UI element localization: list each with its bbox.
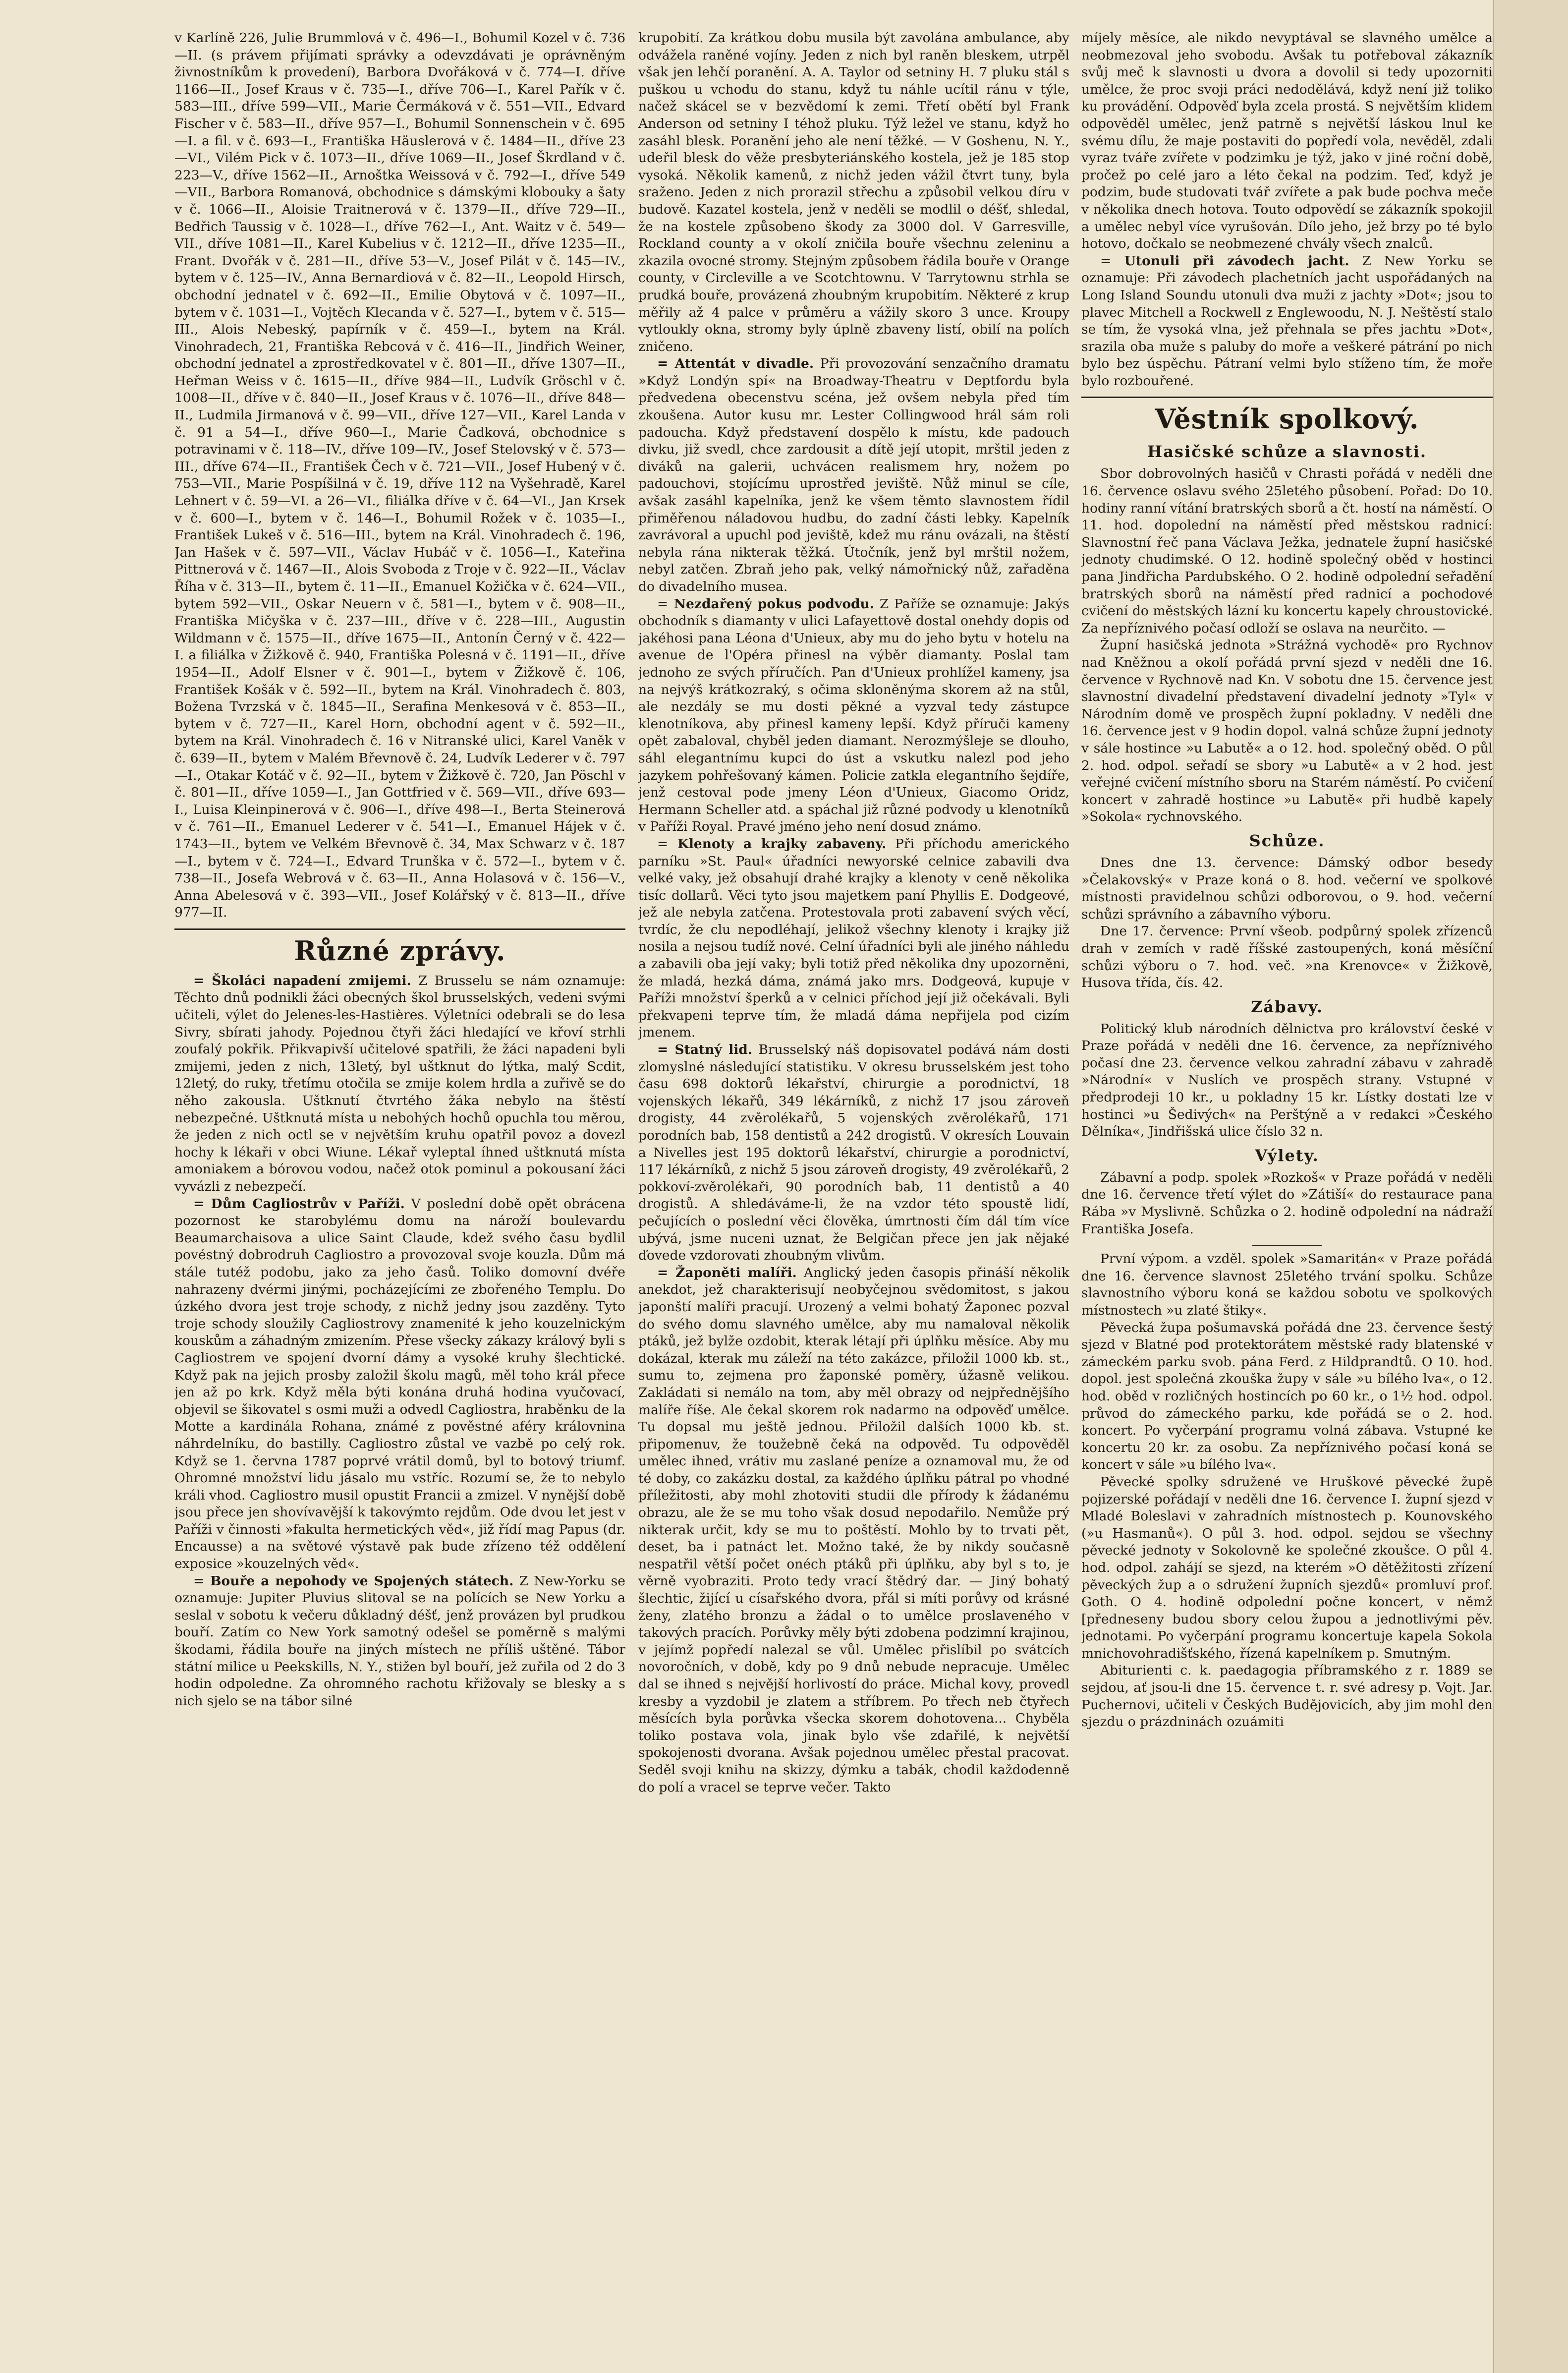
article xyxy=(174,1573,625,1710)
article-headline: = Klenoty a krajky zabaveny. xyxy=(657,836,887,852)
subsection-title: Schůze. xyxy=(1249,831,1325,850)
subsection-title: Zábavy. xyxy=(1251,997,1323,1016)
article-body: Z Paříže se oznamuje: Jakýs obchodník s diamanty v ulici Lafayettově dostal onehdy dopis od jakéhosi pana Léona d'Unieux, aby mu do jeho bytu v hotelu na avenue de l'Opéra přinesl na výběr diamanty. Poslal tam jednoho ze svých příručích. Pan d'Unieux prohlížel kameny, jsa na nejvýš krátkozraký, s očima skloněnýma skorem až na stůl, ale nezdály se mu dosti pěkné a vyzval tedy zástupce klenotníkova, aby přinesl kameny lepší. Když příruči kameny opět zabaloval, chyběl jeden diamant. Nerozmýšleje se dlouho, sáhl elegantnímu kupci do úst a vskutku nalezl pod jeho jazykem pohřešovaný kámen. Policie zatkla elegantního šejdíře, jenž cestoval pode jmeny Léon d'Unieux, Giacomo Oridz, Hermann Scheller atd. a spáchal již různé podvody u klenotníků v Paříži Royal. Pravé jméno jeho není dosud známo. xyxy=(638,596,1069,835)
article xyxy=(638,836,1069,1042)
article-headline: = Statný lid. xyxy=(657,1042,753,1058)
article-headline: = Nezdařený pokus podvodu. xyxy=(657,596,875,612)
article-body: Při příchodu amerického parníku »St. Paul« úřadníci newyorské celnice zabavili dva velké vaky, jež obsahují drahé krajky a klenoty v ceně několika tisíc dollarů. Věci tyto jsou majetkem paní Phyllis E. Dodgeové, jež ale nebyla zatčena. Protestovala proti zabavení svých věcí, tvrdíc, že clu nepodléhají, jelikož všechny klenoty i krajky již nosila a nejsou tudíž nové. Celní úřadníci byli ale jiného náhledu a zabavili oba její vaky; byli totiž před několika dny upozorněni, že mladá, hezká dáma, známá jako mrs. Dodgeová, kupuje v Paříži množství šperků a v celnici příchod její již očekávali. Byli překvapeni teprve tím, že mladá dáma nepřijela pod cizím jmenem. xyxy=(638,836,1069,1041)
article-headline: = Utonuli při závodech jacht. xyxy=(1100,253,1349,269)
article-body: V poslední době opět obrácena pozornost ke starobylému domu na nároží boulevardu Beaumarchaisova a ulice Saint Claude, kdež svého času bydlil povéstný dobrodruh Cagliostro a provozoval svoje kouzla. Dům má stále tutéž podobu, jako za jeho časů. Toliko domovní dvéře nahrazeny dvérmi jinými, pocházejícími ze zbořeného Templu. Do úzkého dvora jest troje schody, z nichž jedny jsou zazděny. Tyto troje schody sloužily Cagliostrovy znamenité k jeho kouzelnickým kouskům a záhadným zmizením. Přese všecky zákazy králový byli s Cagliostrem ve spojení dvorní dámy a vysoké kruhy šlechtické. Když pak na jejich prosby založil školu magů, měl toho král přece jen až po krk. Když měla býti konána druhá hodina vyučovací, objevil se šikovatel s osmi muži a odvedl Cagliostra, hraběnku de la Motte a kardinála Rohana, známé z pověstné aféry královnina náhrdelníku, do bastilly. Cagliostro zůstal ve vazbě po celý rok. Když se 1. června 1787 poprvé vrátil domů, byl to botový triumf. Ohromné množství lidu jásalo mu vstříc. Rozumí se, že to nebylo králi vhod. Cagliostro musil opustit Francii a zmizel. V nynější době jsou přece jen shovívavější k takovýmto rejdům. Ode dvou let jest v Paříži v činnosti »fakulta hermetických věd«, již řídí mag Papus (dr. Encausse) a na světové výstavě pak bude zřízeno též oddělení exposice »kouzelných věd«. xyxy=(174,1196,625,1572)
article xyxy=(174,973,625,1196)
section-divider xyxy=(174,928,625,930)
notice: Abiturienti c. k. paedagogia příbramského z r. 1889 se sejdou, ať jsou-li dne 15. července t. r. své adresy p. Vojt. Jar. Puchernovi, učiteli v Českých Budějovicích, aby jim mohl den sjezdu o prázdninách ozuámiti xyxy=(1081,1663,1493,1730)
article xyxy=(1081,253,1493,390)
column-2 xyxy=(638,30,1069,2360)
article xyxy=(638,1042,1069,1265)
article-continuation: míjely měsíce, ale nikdo nevyptával se slavného umělce a neobmezoval jeho svobodu. Avšak tu potřeboval zákazník svůj meč k slavnosti u dvora a dovolil si tedy upozorniti umělce, že proc svoji práci nedodělává, když není již toliko ku provádění. Odpověď byla zcela prostá. S největším klidem odpověděl umělec, jenž patrně s největší láskou lnul ke svému dílu, že maje postaviti do popředí vola, nevěděl, zdali vyraz tváře zvířete v podzimku je týž, jako v jiné roční době, pročež po celé jaro a léto čekal na podzim. Teď, když je podzim, bude studovati tvář zvířete a pak bude pochva meče v několika dnech hotova. Touto odpovědí se zákazník spokojil a umělec nebyl více vyrušován. Dílo jeho, jež brzy po té bylo hotovo, dočkalo se neobmezené chvály všech znalců. xyxy=(1081,30,1493,252)
article-headline: = Žaponěti malíři. xyxy=(657,1265,797,1280)
subsection-title: Hasičské schůze a slavnosti. xyxy=(1147,442,1427,462)
notice: Zábavní a podp. spolek »Rozkoš« v Praze pořádá v neděli dne 16. července třetí výlet do »Zátiší« do restaurace pana Rába »v Myslivně. Schůzka o 2. hodině odpolední na nádraží Františka Josefa. xyxy=(1081,1169,1493,1237)
article-body: Při provozování senzačního dramatu »Když Londýn spí« na Broadway-Theatru v Deptfordu byla předvedena obecenstvu scéna, jež ovšem nebyla před tím zkoušena. Autor kusu mr. Lester Collingwood hrál sám roli padoucha. Když představení dospělo k místu, kde padouch divku, již svedl, chce zardousit a dítě její utopit, mrštil jeden z diváků na galerii, uchvácen realismem hry, nožem po padouchovi, stojícímu uprostřed jeviště. Nůž minul se cíle, avšak zasáhl kapelníka, jenž ke všem těmto slavnostem řídil přiměřenou náladovou hudbu, do zadní části lebky. Kapelník zavrávoral a upuchl pod jeviště, kdež mu ránu ovázali, na štěstí nebyla rána nikterak těžká. Útočník, jenž byl mrštil nožem, nebyl zatčen. Zbraň jeho pak, velký námořnický nůž, zařaděna do divadelního musea. xyxy=(638,356,1069,594)
page-binding-edge xyxy=(1493,0,1568,2373)
section-title-vestnik-spolkovy: Věstník spolkový. xyxy=(1155,403,1419,435)
article xyxy=(638,355,1069,595)
article-body: Z New-Yorku se oznamuje: Jupiter Pluvius slitoval se na polících se New Yorku a seslal v sobotu k večeru důkladný déšť, jenž provázen byl prudkou bouří. Zatím co New York samotný odešel se poměrně s malými škodami, řádila bouře na jiných místech ne příliš uštěné. Tábor státní milice u Peekskills, N. Y., stižen byl bouří, jež zuřila od 2 do 3 hodin odpoledne. Za ohromného rachotu křižovaly se blesky a s nich sjelo se na tábor silné xyxy=(174,1573,625,1709)
notice: Dne 17. července: První všeob. podpůrný spolek zřízenců drah v zemích v radě říšské zastoupených, koná měsíční schůzi výboru o 7. hod. več. »na Krenovce« v Žižkově, Husova třída, čís. 42. xyxy=(1081,924,1493,991)
article-body: Z Brusselu se nám oznamuje: Těchto dnů podnikli žáci obecných škol brusselských, vedeni svými učiteli, výlet do Jelenes-les-Hastières. Výletníci odebrali se do lesa Sivry, sbírati jahody. Pojednou čtyři žáci hledající ve křoví strhli zoufalý pokřik. Přikvapivší učitelové spatřili, že žáci napadeni byli zmijemi, jeden z nich, 13letý, byl uštknut do lýtka, malý Scdit, 12letý, do ruky, třetímu otočila se zmije kolem hrdla a zuřivě se do něho zakousla. Uštknutí čtvrtého žáka nebylo na štěstí nebezpečné. Uštknutá místa u nebohých hochů opuchla tou měrou, že jeden z nich octl se v největším kruhu opatřil povoz a dovezl hochy k lékaři v obci Wiune. Lékař vyleptal íhned uštknutá místa amoniakem a bórovou vodou, načež otok pominul a pokousaní žáci vyvázli z nebezpečí. xyxy=(174,973,625,1194)
article xyxy=(638,1265,1069,1796)
article-body: Brusselský náš dopisovatel podává nám dosti zlomyslné následující statistiku. V okresu brusselském jest toho času 698 doktorů lékařství, chirurgie a porodnictví, 18 vojenských lékařů, 349 lékárníků, z nichž 17 jsou zároveň drogisty, 44 zvěrolékařů, 5 vojenských zvěrolékařů, 171 porodních bab, 158 dentistů a 242 drogistů. V okresích Louvain a Nivelles jest 195 doktorů lékařství, chirurgie a porodnictví, 117 lékárníků, z nichž 5 jsou zároveň drogisty, 49 zvěrolékařů, 2 pokkoví-zvěrolékaři, 90 porodních bab, 11 dentistů a 40 drogistů. A shledáváme-li, že na vzdor této spoustě lidí, pečujících o poslední věci člověka, úmrtnosti čím dál tím více ubývá, jsme nuceni uznat, že Belgičan přece jen jak nějaké ďovede vzdorovati zhoubným vlivům. xyxy=(638,1042,1069,1264)
section-title-ruzne-zpravy: Různé zprávy. xyxy=(294,934,506,967)
article xyxy=(174,1196,625,1573)
article-body: Anglický jeden časopis přináší několik anekdot, jež charakterisují neobyčejnou svědomitost, s jakou japonští malíři pracují. Urozený a velmi bohatý Žaponec pozval do svého domu slavného umělce, aby mu namaloval několik ptáků, jež bylže ozdobit, kterak létají při úplňku měsíce. Aby mu dokázal, kterak mu záleží na této zakázce, přiložil 1000 kb. st., sumu to, zejmena pro žaponské poměry, úžasně velikou. Zakládati si nemálo na tom, aby měl obrazy od nejpřednějšího malíře říše. Ale čekal skorem rok nadarmo na odpověď umělce. Tu dopsal mu ještě jednou. Přiložil dalších 1000 kb. st. připomenuv, že toužebně čeká na odpověd. Tu odpověděl umělec ihned, vrátiv mu zaslané peníze a oznamoval mu, že od té doby, co zakázku dostal, za každého úplňku pátral po vhodné příležitosti, aby mohl zhotoviti studii dle přírody k žádanému obrazu, ale že se mu toho však dosud nepodařilo. Nemůže prý nikterak určit, kdy se mu to poštěstí. Mohlo by to trvati pět, deset, ba i patnáct let. Možno také, že by nikdy současně nespatřil větší počet onéch ptáků při úplňku, aby byl s to, je věrně vyobraziti. Proto tedy vrací štědrý dar. — Jiný bohatý šlechtic, žijící u císařského dvora, přál si míti porůvy od krásné ženy, zlatého bronzu a žádal o to umělce proslaveného v takových pracích. Porůvky měly býti zdobena podzimní krajinou, v jejímž popředí nalezal se vůl. Umělec přislíbil po svátcích novoročních, v době, kdy po 9 dnů nebude nepracuje. Umělec dal se ihned s nejvější horlivostí do práce. Michal kovy, provedl kresby a vyzdobil je zlatem a stříbrem. Po třech neb čtyřech měsících byla porůvka všecka skorem dohotovena... Chyběla toliko postava vola, jinak bylo vše zdařilé, k největší spokojenosti dvorana. Avšak pojednou umělec přestal pracovat. Seděl svoji knihu na skizzy, dýmku a tabák, chodil každodenně do polí a vracel se teprve večer. Takto xyxy=(638,1265,1069,1795)
trade-register-list: v Karlíně 226, Julie Brummlová v č. 496—I., Bohumil Kozel v č. 736—II. (s právem přijímati správky a odevzdávati je oprávněným živnostníkům k provedení), Barbora Dvořáková v č. 774—I. dříve 1166—II., Josef Kraus v č. 735—I., dříve 706—I., Karel Pařík v č. 583—III., dříve 599—VII., Marie Čermáková v č. 551—VII., Edvard Fischer v č. 583—II., dříve 957—I., Bohumil Sonnenschein v č. 695—I. a fil. v č. 693—I., Františka Häuslerová v č. 1484—II., dříve 23—VI., Vilém Pick v č. 1073—II., dříve 1069—II., Josef Škrdland v č. 223—V., dříve 1562—II., Arnoštka Weissová v č. 792—I., dříve 549—VII., Barbora Romanová, obchodnice s dámskými klobouky a šaty v č. 1066—II., Aloisie Traitnerová v č. 1379—II., dříve 729—II., Bedřich Taussig v č. 1028—I., dříve 762—I., Ant. Waitz v č. 549—VII., dříve 1081—II., Karel Kubelius v č. 1212—II., dříve 1235—II., Frant. Dvořák v č. 281—II., dříve 53—V., Josef Pilát v č. 145—IV., bytem v č. 125—IV., Anna Bernardiová v č. 82—II., Leopold Hirsch, obchodní jednatel v č. 692—II., Emilie Obytová v č. 1097—II., bytem v č. 1031—I., Vojtěch Klecanda v č. 527—I., bytem v č. 515—III., Alois Nebeský, papírník v č. 459—I., bytem na Král. Vinohradech, 21, Františka Rebcová v č. 416—II., Jindřich Weiner, obchodní jednatel a zprostředkovatel v č. 801—II., dříve 1307—II., Heřman Weiss v č. 1615—II., dříve 984—II., Ludvík Gröschl v č. 1008—II., dříve v č. 840—II., Josef Kraus v č. 1076—II., dříve 848—II., Ludmila Jirmanová v č. 99—VII., dříve 127—VII., Karel Landa v č. 91 a 54—I., dříve 960—I., Marie Čadková, obchodnice s potravinami v č. 118—IV., dříve 109—IV., Josef Stelovský v č. 573—III., dříve 674—II., František Čech v č. 721—VII., Josef Hubený v č. 753—VII., Marie Pospíšilná v č. 19, dříve 112 na Vyšehradě, Karel Lehnert v č. 59—VI. a 26—VI., filiálka dříve v č. 64—VI., Jan Krsek v č. 600—I., bytem v č. 146—I., Bohumil Rožek v č. 1035—I., František Lukeš v č. 516—III., bytem na Král. Vinohradech č. 196, Jan Hašek v č. 597—VII., Václav Hubáč v č. 1056—I., Kateřina Pittnerová v č. 1467—II., Alois Svoboda z Troje v č. 922—II., Václav Říha v č. 313—II., bytem č. 11—II., Emanuel Kožička v č. 624—VII., bytem 592—VII., Oskar Neuern v č. 581—I., bytem v č. 908—II., Františka Mičyška v č. 237—III., dříve v č. 228—III., Augustin Wildmann v č. 1575—II., dříve 1675—II., Antonín Černý v č. 422—I. a filiálka v Žižkově č. 940, Františka Polesná v č. 1191—II., dříve 1954—II., Adolf Elsner v č. 901—I., bytem v Žižkově č. 106, František Košák v č. 592—II., bytem na Král. Vinohradech č. 803, Božena Tvrzská v č. 1845—II., Serafina Menkesová v č. 853—II., bytem v č. 727—II., Karel Horn, obchodní agent v č. 592—II., bytem na Král. Vinohradech č. 16 v Nitranské ulici, Karel Vaněk v č. 639—II., bytem v Malém Břevnově č. 24, Ludvík Lederer v č. 797—I., Otakar Kotáč v č. 92—II., bytem v Žižkově č. 720, Jan Pöschl v č. 801—II., dříve 1059—I., Jan Gottfried v č. 569—VII., dříve 693—I., Luisa Kleinpinerová v č. 906—I., dříve 498—I., Berta Steinerová v č. 761—II., Emanuel Lederer v č. 541—I., Emanuel Hájek v č. 1743—II., bytem ve Velkém Břevnově č. 34, Max Schwarz v č. 187—I., bytem v č. 724—I., Edvard Trunška v č. 572—I., bytem v č. 738—II., Josefa Webrová v č. 63—II., Anna Holasová v č. 156—V., Anna Abelesová v č. 393—VII., Josef Kolářský v č. 813—II., dříve 977—II. xyxy=(174,30,625,921)
notice: Dnes dne 13. července: Dámský odbor besedy »Čelakovský« v Praze koná o 8. hod. večerní ve spolkové místnosti pravidelnou schůzi odborovou, o 9. hod. večerní schůzi správního a zábavního výboru. xyxy=(1081,855,1493,922)
article-continuation: krupobití. Za krátkou dobu musila být zavolána ambulance, aby odvážela raněné vojíny. Jeden z nich byl raněn bleskem, utrpěl však jen lehčí poranění. A. A. Taylor od setniny H. 7 pluku stál s puškou u vchodu do stanu, když tu náhle ucítil ránu v týle, načež skácel se v bezvědomí k zemi. Třetí obětí byl Frank Anderson od setniny I téhož pluku. Týž ležel ve stanu, když ho zasáhl blesk. Poranění jeho ale není těžké. — V Goshenu, N. Y., udeřil blesk do věže presbyteriánského kostela, jež je 185 stop vysoká. Několik kamenů, z nichž jeden vážil čtvrt tuny, byla sraženo. Jeden z nich prorazil střechu a způsobil velkou díru v budově. Kazatel kostela, jenž v neděli se modlil o déšť, shledal, že na kostele způsobeno škody za 3000 dol. V Garresville, Rockland county a v okolí zničila bouře všechnu zeleninu a zkazila ovocné stromy. Stejným způsobem řádila bouře v Orange county, v Circleville a ve Scotchtownu. V Tarrytownu strhla se prudká bouře, provázená zhoubným krupobitím. Některé z krup měřily až 4 palce v průměru a vážily skoro 3 unce. Kroupy vytloukly okna, stromy byly úplně zbaveny listí, obilí na polích zničeno. xyxy=(638,30,1069,354)
article-headline: = Školáci napadení zmijemi. xyxy=(193,973,411,988)
section-divider xyxy=(1081,397,1493,398)
article-body: Z New Yorku se oznamuje: Při závodech plachetních jacht uspořádaných na Long Island Soundu utonuli dva muži z jachty »Dot«; jsou to plavec Mitchell a Rockwell z Englewoodu, N. J. Neštěstí stalo se tím, že vysoká vlna, jež přehnala se přes jachtu »Dot«, srazila oba muže s paluby do moře a veškeré pátrání po nich bylo bez úspěchu. Pátraní velmi bylo stíženo tím, že moře bylo rozbouřené. xyxy=(1081,253,1493,389)
article xyxy=(638,596,1069,836)
article-headline: = Bouře a nepohody ve Spojených státech. xyxy=(193,1573,514,1589)
subsection-title: Výlety. xyxy=(1255,1146,1319,1165)
notice: Pěvecká župa pošumavská pořádá dne 23. července šestý sjezd v Blatné pod protektorátem městské rady blatenské v zámeckém parku svob. pána Ferd. z Hildprandtů. O 10. hod. dopol. jest společná zkouška župy v sále »u bílého lva«, o 12. hod. oběd v rozličných hostincích po 60 kr., o 1½ hod. odpol. průvod do zámeckého parku, kde pořádá se o 2. hod. koncert. Po vyčerpání programu volná zábava. Vstupné ke koncertu 20 kr. za osobu. Za nepříznivého počasí koná se koncert v sále »u bílého lva«. xyxy=(1081,1320,1493,1473)
page-margin xyxy=(0,0,168,2373)
notice: Politický klub národních dělnictva pro království české v Praze pořádá v neděli dne 16. července, za nepříznivého počasí dne 23. července velkou zahradní zábavu v zahradě »Národní« v Nuslích ve prospěch strany. Vstupné v předprodeji 10 kr., u pokladny 15 kr. Lístky dostati lze v hostinci »u Šedivých« na Perštýně a v redakci »Českého Dělníka«, Jindřišská ulice číslo 32 n. xyxy=(1081,1021,1493,1140)
notice: Pěvecké spolky sdružené ve Hruškové pěvecké župě pojizerské pořádají v neděli dne 16. července I. župní sjezd v Mladé Boleslavi v zahradních místnostech p. Kounovského (»u Hasmanů«). O půl 3. hod. odpol. sejdou se všechny pěvecké jednoty v Sokolovně ke společné zkoušce. O půl 4. hod. odpol. zahájí se sjezd, na kterém »O dětěžitosti zřízení pěveckých žup a o sdružení župních sjezdů« promluví prof. Goth. O 4. hodině odpolední počne koncert, v němž [předneseny budou sbory celou župou a jednotlivými pěv. jednotami. Po vyčerpání programu koncertuje kapela Sokola mnichovohradišťského, řízená kapelníkem p. Smutným. xyxy=(1081,1474,1493,1661)
article-headline: = Dům Cagliostrův v Paříži. xyxy=(193,1196,405,1212)
notice: Župní hasičská jednota »Strážná vychodě« pro Rychnov nad Kněžnou a okolí pořádá první sjezd v neděli dne 16. července v Rychnově nad Kn. V sobotu dne 15. července jest slavnostní divadelní představení divadelní jednoty »Tyl« v Národním domě ve prospěch župní pokladny. V neděli dne 16. července jest v 9 hodin dopol. valná schůze župní jednoty v sále hostince »u Labutě« a o 12. hod. společný oběd. O půl 2. hod. odpol. seřadí se sbory »u Labutě« a v 2 hod. jest veřejné cvičení místního sboru na Starém náměstí. Po cvičení koncert v zahradě hostince »u Labutě« při hudbě kapely »Sokola« rychnovského. xyxy=(1081,637,1493,825)
column-3 xyxy=(1081,30,1493,2360)
notice: První výpom. a vzděl. spolek »Samaritán« v Praze pořádá dne 16. července slavnost 25letého trvání spolku. Schůze slavnostního výboru koná se každou sobotu ve spolkových místnostech »u zlaté štiky«. xyxy=(1081,1251,1493,1318)
divider-short xyxy=(1252,1245,1322,1246)
column-1 xyxy=(174,30,625,2360)
article-headline: = Attentát v divadle. xyxy=(657,356,814,372)
notice: Sbor dobrovolných hasičů v Chrasti pořádá v neděli dne 16. července oslavu svého 25letého působení. Pořad: Do 10. hodiny ranní vítání bratrských sborů a čt. hostí na náměstí. O 11. hod. dopolední na náměstí před městskou radnicí: Slavnostní řeč pana Václava Ježka, jednatele župní hasičské jednoty chudimské. O 12. hodině společný oběd v hostinci pana Jindřicha Pardubského. O 2. hodině odpolední seřadění bratrských sborů na náměstí před radnicí a pochodové cvičení do městských lázní ku koncertu kapely chroustovické. Za nepříznivého počasí odloží se oslava na neurčito. — xyxy=(1081,466,1493,636)
